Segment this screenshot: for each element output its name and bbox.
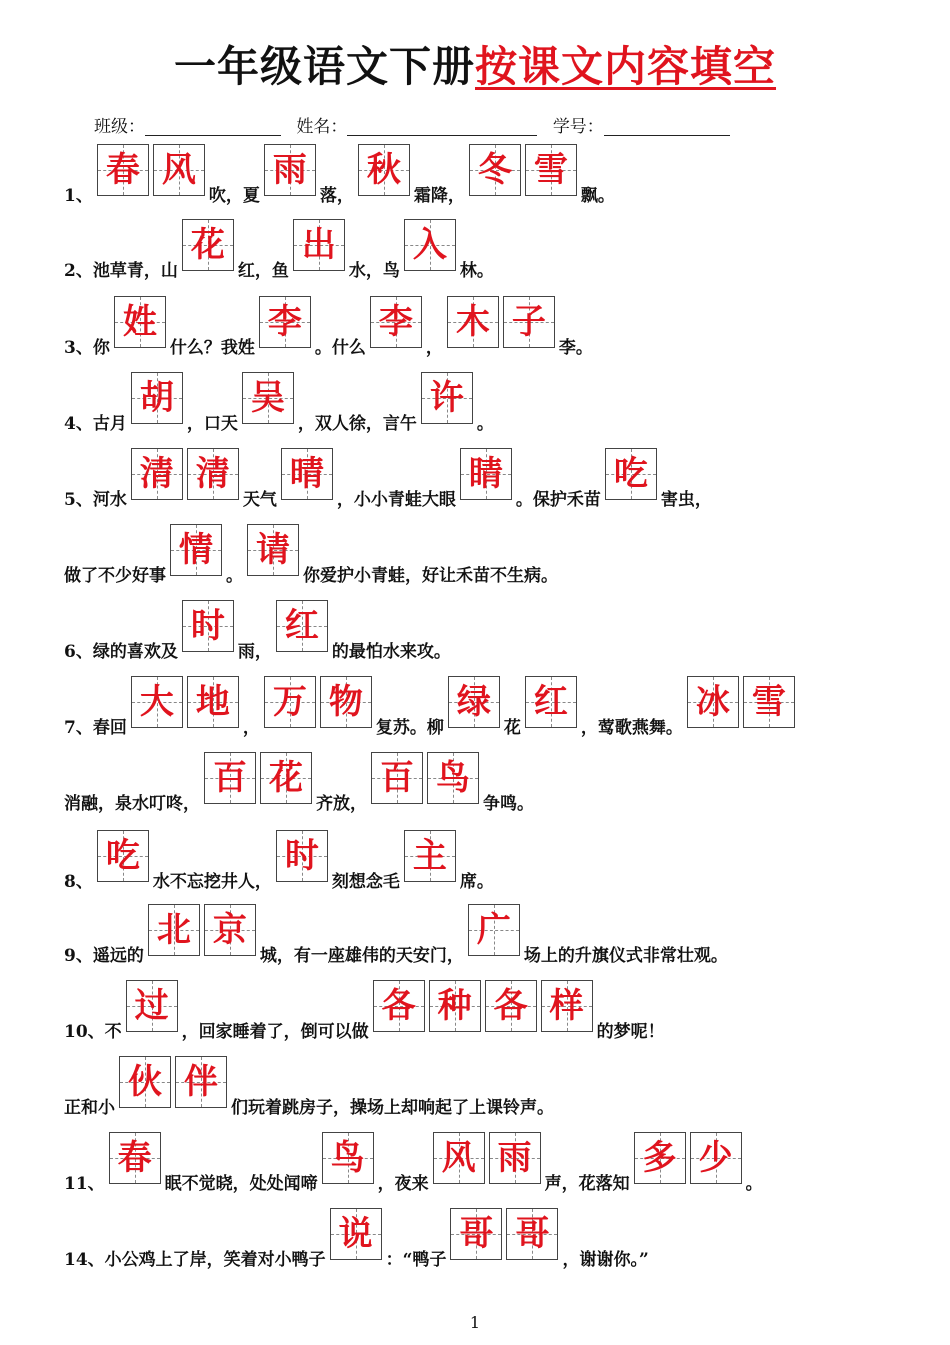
class-field[interactable] xyxy=(145,117,281,136)
exercise-text: 10、不 xyxy=(64,1022,122,1042)
answer-char: 木 xyxy=(455,302,490,342)
answer-char: 入 xyxy=(412,225,447,265)
answer-box[interactable] xyxy=(182,219,234,271)
exercise-text: 林。 xyxy=(459,261,494,281)
answer-box[interactable] xyxy=(743,676,795,728)
exercise-line xyxy=(62,596,453,666)
exercise-text: 正和小 xyxy=(64,1098,115,1118)
exercise-text: ，莺歌燕舞。 xyxy=(580,718,683,738)
answer-char: 吃 xyxy=(105,836,140,876)
exercise-text: ， xyxy=(242,718,260,738)
answer-box[interactable] xyxy=(131,448,183,500)
exercise-text: ，回家睡着了，倒可以做 xyxy=(181,1022,369,1042)
answer-char: 情 xyxy=(179,530,213,570)
answer-box[interactable] xyxy=(97,144,149,196)
answer-box[interactable] xyxy=(525,144,577,196)
answer-char: 风 xyxy=(161,150,196,190)
answer-char: 雪 xyxy=(751,682,786,722)
class-label: 班级： xyxy=(94,117,145,137)
exercise-line xyxy=(62,140,617,210)
answer-box[interactable] xyxy=(370,296,422,348)
exercise-text: 什么？我姓 xyxy=(169,338,255,358)
answer-char: 雨 xyxy=(272,150,307,190)
answer-char: 雪 xyxy=(533,150,568,190)
answer-box[interactable] xyxy=(371,752,423,804)
answer-char: 北 xyxy=(156,910,191,950)
answer-box[interactable] xyxy=(260,752,312,804)
exercise-text: 8、 xyxy=(64,872,93,892)
answer-char: 京 xyxy=(212,910,247,950)
exercise-line xyxy=(62,1204,651,1274)
answer-char: 哥 xyxy=(459,1214,494,1254)
answer-box[interactable] xyxy=(489,1132,541,1184)
exercise-text: 水不忘挖井人， xyxy=(152,872,272,892)
exercise-text: 刻想念毛 xyxy=(331,872,400,892)
answer-box[interactable] xyxy=(525,676,577,728)
answer-box[interactable] xyxy=(541,980,593,1032)
answer-box[interactable] xyxy=(421,372,473,424)
answer-box[interactable] xyxy=(320,676,372,728)
answer-box[interactable] xyxy=(153,144,205,196)
exercise-line xyxy=(62,672,797,742)
answer-box[interactable] xyxy=(175,1056,227,1108)
answer-char: 百 xyxy=(213,758,247,798)
title-main: 一年级语文下册 xyxy=(173,42,475,91)
answer-box[interactable] xyxy=(126,980,178,1032)
answer-box[interactable] xyxy=(281,448,333,500)
answer-box[interactable] xyxy=(373,980,425,1032)
exercise-text: 水，鸟 xyxy=(348,261,400,281)
answer-char: 种 xyxy=(437,986,472,1026)
answer-char: 哥 xyxy=(515,1214,550,1254)
answer-char: 清 xyxy=(139,454,174,494)
exercise-text: 城，有一座雄伟的天安门， xyxy=(259,946,464,966)
answer-char: 冰 xyxy=(695,682,730,722)
answer-char: 请 xyxy=(256,530,290,570)
page-number: 1 xyxy=(469,1313,481,1332)
exercise-line xyxy=(62,1052,556,1122)
answer-char: 少 xyxy=(698,1138,733,1178)
answer-box[interactable] xyxy=(264,144,316,196)
exercise-text: 6、绿的喜欢及 xyxy=(64,642,178,662)
exercise-text: 害虫， xyxy=(660,490,712,510)
exercise-text: 的梦呢！ xyxy=(596,1022,665,1042)
exercise-text: 。 xyxy=(476,414,494,434)
exercise-text: 席。 xyxy=(459,872,494,892)
name-label: 姓名： xyxy=(296,117,348,137)
answer-char: 吴 xyxy=(250,378,285,418)
exercise-text: 雨， xyxy=(237,642,272,662)
exercise-text: 齐放， xyxy=(316,794,367,814)
answer-char: 鸟 xyxy=(330,1138,365,1178)
answer-char: 花 xyxy=(190,225,225,265)
exercise-text: ，口天 xyxy=(186,414,238,434)
answer-char: 秋 xyxy=(366,150,401,190)
answer-box[interactable] xyxy=(148,904,200,956)
answer-char: 雨 xyxy=(497,1138,532,1178)
answer-char: 绿 xyxy=(456,682,491,722)
exercise-line xyxy=(62,976,667,1046)
answer-char: 胡 xyxy=(139,378,174,418)
answer-char: 百 xyxy=(380,758,414,798)
answer-char: 时 xyxy=(284,836,319,876)
answer-box[interactable] xyxy=(506,1208,558,1260)
answer-box[interactable] xyxy=(109,1132,161,1184)
answer-char: 红 xyxy=(533,682,568,722)
answer-char: 清 xyxy=(195,454,230,494)
answer-box[interactable] xyxy=(634,1132,686,1184)
answer-box[interactable] xyxy=(242,372,294,424)
answer-char: 各 xyxy=(381,986,416,1026)
exercise-text: 花 xyxy=(503,718,521,738)
answer-box[interactable] xyxy=(264,676,316,728)
exercise-text: 李。 xyxy=(558,338,593,358)
exercise-text: 场上的升旗仪式非常壮观。 xyxy=(523,946,728,966)
exercise-text: 。 xyxy=(745,1174,763,1194)
answer-char: 红 xyxy=(284,606,319,646)
answer-box[interactable] xyxy=(460,448,512,500)
answer-char: 风 xyxy=(441,1138,476,1178)
answer-char: 春 xyxy=(105,150,140,190)
id-field[interactable] xyxy=(604,117,730,136)
answer-box[interactable] xyxy=(433,1132,485,1184)
answer-box[interactable] xyxy=(450,1208,502,1260)
answer-box[interactable] xyxy=(485,980,537,1032)
exercise-text: 眠不觉晓，处处闻啼 xyxy=(164,1174,318,1194)
answer-box[interactable] xyxy=(97,830,149,882)
exercise-text: ：“鸭子 xyxy=(385,1250,447,1270)
answer-char: 伴 xyxy=(184,1062,218,1102)
answer-char: 地 xyxy=(195,682,230,722)
exercise-text: 吹，夏 xyxy=(208,186,260,206)
exercise-text: ，小小青蛙大眼 xyxy=(336,490,456,510)
answer-box[interactable] xyxy=(131,676,183,728)
exercise-text: 3、你 xyxy=(64,338,110,358)
answer-box[interactable] xyxy=(131,372,183,424)
answer-char: 吃 xyxy=(613,454,648,494)
exercise-line xyxy=(62,368,496,438)
exercise-text: 落， xyxy=(319,186,354,206)
exercise-line xyxy=(62,215,496,285)
answer-char: 万 xyxy=(272,682,307,722)
exercise-text: 消融，泉水叮咚， xyxy=(64,794,200,814)
exercise-text: 声，花落知 xyxy=(544,1174,630,1194)
name-field[interactable] xyxy=(347,117,537,136)
answer-char: 出 xyxy=(301,225,336,265)
answer-char: 许 xyxy=(429,378,464,418)
exercise-text: ，双人徐，言午 xyxy=(297,414,417,434)
answer-char: 伙 xyxy=(128,1062,162,1102)
exercise-text: 。 xyxy=(226,566,243,586)
exercise-text: 。保护禾苗 xyxy=(515,490,601,510)
exercise-text: 7、春回 xyxy=(64,718,127,738)
exercise-line xyxy=(62,826,496,896)
exercise-text: 争鸣。 xyxy=(483,794,534,814)
answer-box[interactable] xyxy=(247,524,299,576)
answer-box[interactable] xyxy=(605,448,657,500)
answer-box[interactable] xyxy=(119,1056,171,1108)
answer-box[interactable] xyxy=(204,752,256,804)
exercise-line xyxy=(62,520,560,590)
answer-char: 物 xyxy=(328,682,363,722)
answer-box[interactable] xyxy=(468,904,520,956)
answer-char: 样 xyxy=(549,986,584,1026)
exercise-line xyxy=(62,444,714,514)
answer-box[interactable] xyxy=(114,296,166,348)
exercise-text: ，夜来 xyxy=(377,1174,429,1194)
answer-char: 李 xyxy=(267,302,302,342)
answer-box[interactable] xyxy=(276,600,328,652)
answer-box[interactable] xyxy=(293,219,345,271)
answer-box[interactable] xyxy=(447,296,499,348)
answer-box[interactable] xyxy=(427,752,479,804)
exercise-text: 9、遥远的 xyxy=(64,946,144,966)
answer-box[interactable] xyxy=(469,144,521,196)
answer-box[interactable] xyxy=(259,296,311,348)
exercise-text: 。什么 xyxy=(314,338,366,358)
answer-char: 多 xyxy=(642,1138,677,1178)
answer-box[interactable] xyxy=(358,144,410,196)
answer-char: 子 xyxy=(511,302,546,342)
answer-char: 姓 xyxy=(122,302,157,342)
id-label: 学号： xyxy=(552,117,604,137)
page-title xyxy=(0,34,950,94)
answer-char: 广 xyxy=(476,910,511,950)
answer-box[interactable] xyxy=(276,830,328,882)
answer-char: 大 xyxy=(139,682,174,722)
answer-box[interactable] xyxy=(448,676,500,728)
exercise-text: 天气 xyxy=(242,490,277,510)
exercise-line xyxy=(62,748,536,818)
answer-char: 睛 xyxy=(468,454,503,494)
exercise-text: 1、 xyxy=(64,186,93,206)
exercise-text: 的最怕水来攻。 xyxy=(331,642,451,662)
answer-box[interactable] xyxy=(170,524,222,576)
answer-char: 晴 xyxy=(289,454,324,494)
answer-char: 李 xyxy=(378,302,413,342)
exercise-line xyxy=(62,1128,765,1198)
answer-box[interactable] xyxy=(204,904,256,956)
exercise-line xyxy=(62,292,595,362)
answer-char: 主 xyxy=(412,836,447,876)
exercise-text: 做了不少好事 xyxy=(64,566,166,586)
student-info-row xyxy=(94,112,730,137)
exercise-line xyxy=(62,900,730,970)
answer-char: 时 xyxy=(190,606,225,646)
exercise-text: 红，鱼 xyxy=(237,261,289,281)
answer-char: 过 xyxy=(134,986,169,1026)
answer-char: 鸟 xyxy=(436,758,470,798)
answer-box[interactable] xyxy=(330,1208,382,1260)
exercise-text: 飘。 xyxy=(580,186,615,206)
answer-box[interactable] xyxy=(404,830,456,882)
answer-box[interactable] xyxy=(322,1132,374,1184)
answer-box[interactable] xyxy=(187,676,239,728)
answer-box[interactable] xyxy=(690,1132,742,1184)
exercise-text: ， xyxy=(425,338,443,358)
answer-box[interactable] xyxy=(503,296,555,348)
exercise-text: 14、小公鸡上了岸，笑着对小鸭子 xyxy=(64,1250,326,1270)
exercise-text: 2、池草青，山 xyxy=(64,261,178,281)
exercise-text: 你爱护小青蛙，好让禾苗不生病。 xyxy=(303,566,558,586)
answer-char: 各 xyxy=(493,986,528,1026)
answer-char: 春 xyxy=(117,1138,152,1178)
answer-box[interactable] xyxy=(187,448,239,500)
exercise-text: ，谢谢你。” xyxy=(562,1250,649,1270)
title-highlight: 按课文内容填空 xyxy=(475,42,777,91)
answer-char: 冬 xyxy=(477,150,512,190)
exercise-text: 5、河水 xyxy=(64,490,127,510)
exercise-text: 11、 xyxy=(64,1174,105,1194)
answer-box[interactable] xyxy=(182,600,234,652)
answer-char: 花 xyxy=(269,758,303,798)
answer-box[interactable] xyxy=(404,219,456,271)
answer-box[interactable] xyxy=(429,980,481,1032)
exercise-text: 霜降， xyxy=(413,186,465,206)
answer-box[interactable] xyxy=(687,676,739,728)
exercise-text: 4、古月 xyxy=(64,414,127,434)
exercise-text: 们玩着跳房子，操场上却响起了上课铃声。 xyxy=(231,1098,554,1118)
answer-char: 说 xyxy=(338,1214,373,1254)
exercise-text: 复苏。柳 xyxy=(375,718,444,738)
